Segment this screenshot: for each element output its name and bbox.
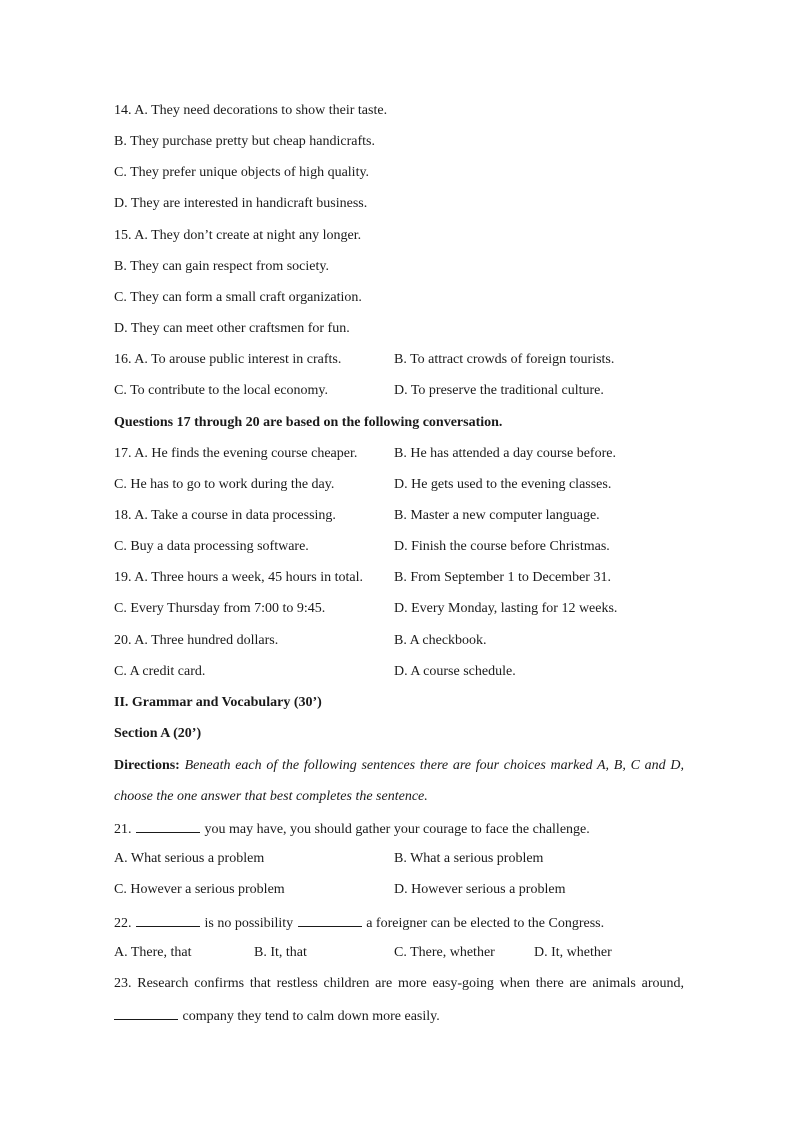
subsection-title: Section A (20’) xyxy=(114,726,202,741)
directions-text-1: Beneath each of the following sentences there are four choices marked A, B, C and D, xyxy=(184,758,685,773)
q16-option-d: D. To preserve the traditional culture. xyxy=(394,383,604,398)
q21-row-2 xyxy=(114,880,684,900)
q19-option-b: B. From September 1 to December 31. xyxy=(394,570,611,585)
q16-option-b: B. To attract crowds of foreign tourists. xyxy=(394,352,615,367)
q20-option-a: 20. A. Three hundred dollars. xyxy=(114,633,279,648)
q22-option-b: B. It, that xyxy=(254,945,307,960)
q17-option-d: D. He gets used to the evening classes. xyxy=(394,477,612,492)
q14-option-c: C. They prefer unique objects of high quality. xyxy=(114,165,370,180)
q20-option-d: D. A course schedule. xyxy=(394,664,516,679)
q21-option-d: D. However serious a problem xyxy=(394,882,566,897)
q18-option-d: D. Finish the course before Christmas. xyxy=(394,539,610,554)
q14-option-b: B. They purchase pretty but cheap handicrafts. xyxy=(114,134,375,149)
q15-option-d: D. They can meet other craftsmen for fun. xyxy=(114,321,350,336)
q22-stem xyxy=(114,912,684,932)
q16-row-1 xyxy=(114,350,684,370)
q22-option-a: A. There, that xyxy=(114,945,192,960)
directions-line-1 xyxy=(114,756,684,776)
q18-option-a: 18. A. Take a course in data processing. xyxy=(114,508,336,523)
q22-option-c: C. There, whether xyxy=(394,945,495,960)
q17-row-1 xyxy=(114,444,684,464)
q19-row-2 xyxy=(114,599,684,619)
section-title: II. Grammar and Vocabulary (30’) xyxy=(114,695,322,710)
q18-row-1 xyxy=(114,506,684,526)
q21-option-c: C. However a serious problem xyxy=(114,882,285,897)
q22-blank-2 xyxy=(298,912,362,927)
q19-row-1 xyxy=(114,568,684,588)
q21-number: 21. xyxy=(114,822,132,837)
q21-row-1 xyxy=(114,849,684,869)
q20-row-1 xyxy=(114,631,684,651)
q17-row-2 xyxy=(114,475,684,495)
q19-option-c: C. Every Thursday from 7:00 to 9:45. xyxy=(114,601,326,616)
q23-stem-line-2 xyxy=(114,1005,684,1025)
q17-option-c: C. He has to go to work during the day. xyxy=(114,477,335,492)
q18-option-b: B. Master a new computer language. xyxy=(394,508,600,523)
q22-number: 22. xyxy=(114,916,132,931)
q14-option-a: 14. A. They need decorations to show their taste. xyxy=(114,103,388,118)
directions-line-2: choose the one answer that best completes the sentence. xyxy=(114,789,428,804)
q22-stem-mid: is no possibility xyxy=(204,916,294,931)
q16-option-a: 16. A. To arouse public interest in crafts. xyxy=(114,352,342,367)
q21-stem-text: you may have, you should gather your courage to face the challenge. xyxy=(204,822,590,837)
q19-option-a: 19. A. Three hours a week, 45 hours in total. xyxy=(114,570,363,585)
q16-row-2 xyxy=(114,381,684,401)
q23-blank xyxy=(114,1005,178,1020)
q22-stem-text: a foreigner can be elected to the Congress. xyxy=(366,916,605,931)
q16-option-c: C. To contribute to the local economy. xyxy=(114,383,329,398)
q20-option-c: C. A credit card. xyxy=(114,664,206,679)
directions-label: Directions: xyxy=(114,758,180,773)
q14-option-d: D. They are interested in handicraft business. xyxy=(114,196,368,211)
q15-option-a: 15. A. They don’t create at night any longer. xyxy=(114,228,362,243)
q20-option-b: B. A checkbook. xyxy=(394,633,487,648)
q19-option-d: D. Every Monday, lasting for 12 weeks. xyxy=(394,601,618,616)
q18-option-c: C. Buy a data processing software. xyxy=(114,539,309,554)
q22-blank-1 xyxy=(136,912,200,927)
q17-option-b: B. He has attended a day course before. xyxy=(394,446,616,461)
conversation-heading: Questions 17 through 20 are based on the following conversation. xyxy=(114,415,503,430)
q23-stem-line-1: 23. Research confirms that restless children are more easy-going when there are animals around, xyxy=(114,976,684,991)
q15-option-c: C. They can form a small craft organization. xyxy=(114,290,362,305)
q21-option-a: A. What serious a problem xyxy=(114,851,265,866)
q20-row-2 xyxy=(114,662,684,682)
q21-stem xyxy=(114,818,684,838)
q22-option-d: D. It, whether xyxy=(534,945,612,960)
q22-options xyxy=(114,943,684,963)
q23-stem-text: company they tend to calm down more easily. xyxy=(182,1009,440,1024)
q18-row-2 xyxy=(114,537,684,557)
q21-option-b: B. What a serious problem xyxy=(394,851,544,866)
q15-option-b: B. They can gain respect from society. xyxy=(114,259,329,274)
q17-option-a: 17. A. He finds the evening course cheaper. xyxy=(114,446,358,461)
q21-blank xyxy=(136,818,200,833)
